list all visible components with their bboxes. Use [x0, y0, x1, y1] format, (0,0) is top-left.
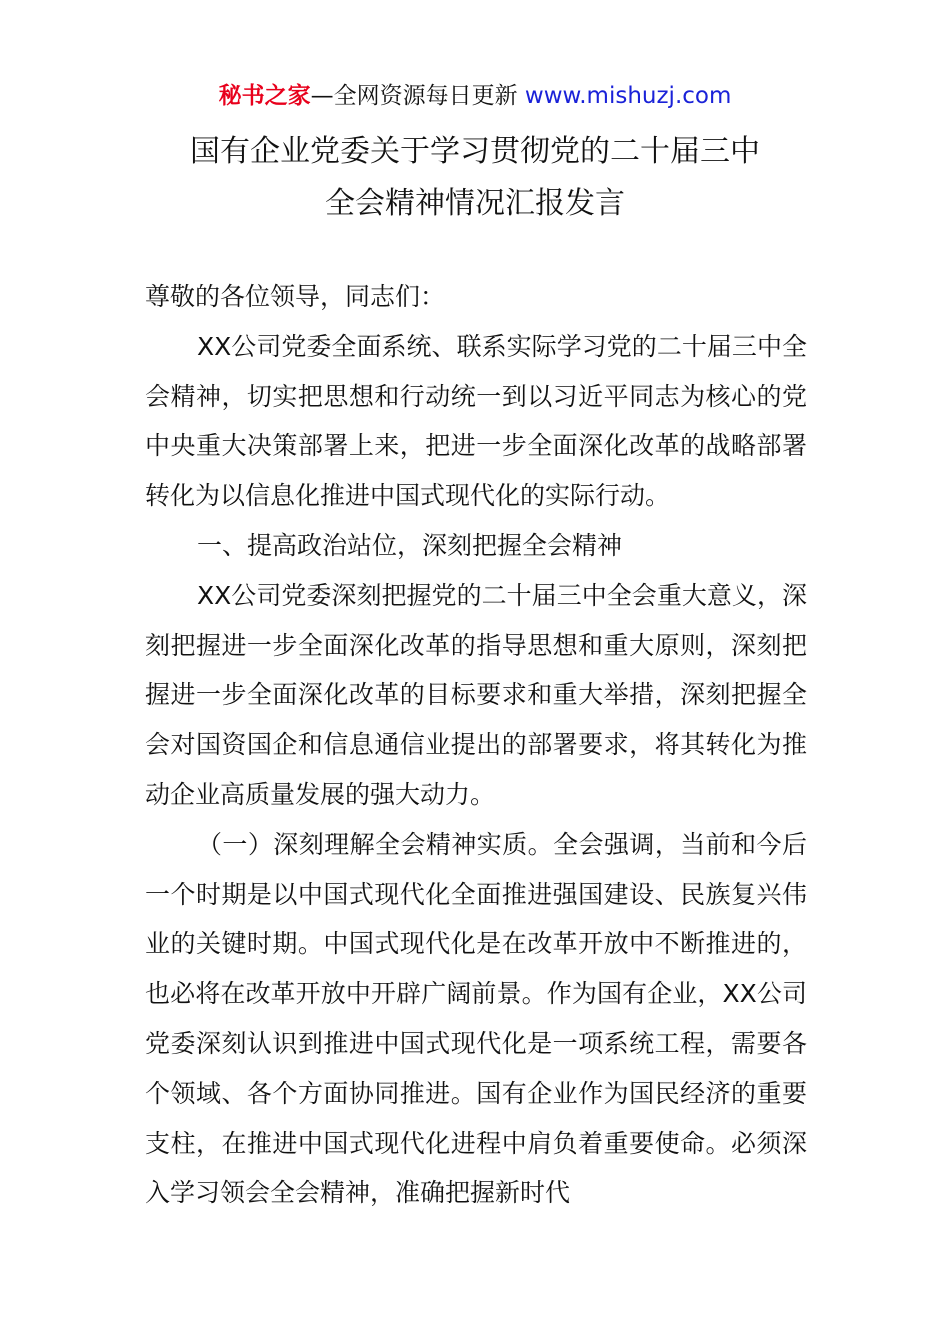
paragraph-subsection-1: （一）深刻理解全会精神实质。全会强调，当前和今后一个时期是以中国式现代化全面推进强国建设、民族复兴伟业的关键时期。中国式现代化是在改革开放中不断推进的，也必将在改革开放中开辟广阔前景。作为国有企业，XX公司党委深刻认识到推进中国式现代化是一项系统工程，需要各个领域、各个方面协同推进。国有企业作为国民经济的重要支柱，在推进中国式现代化进程中肩负着重要使命。必须深入学习领会全会精神，准确把握新时代	[145, 829, 807, 1208]
section-heading-1: 一、提高政治站位，深刻把握全会精神	[197, 530, 623, 560]
header-tagline: —全网资源每日更新	[310, 83, 525, 109]
salutation: 尊敬的各位领导，同志们：	[145, 282, 446, 311]
document-title	[0, 126, 950, 230]
brand-name: 秘书之家	[218, 83, 311, 109]
paragraph-intro: XX公司党委全面系统、联系实际学习党的二十届三中全会精神，切实把思想和行动统一到以习近平同志为核心的党中央重大决策部署上来，把进一步全面深化改革的战略部署转化为以信息化推进中国式现代化的实际行动。	[145, 331, 807, 511]
site-url-link[interactable]: www.mishuzj.com	[524, 83, 732, 109]
title-line-2: 全会精神情况汇报发言	[325, 186, 625, 221]
paragraph-section-1: XX公司党委深刻把握党的二十届三中全会重大意义，深刻把握进一步全面深化改革的指导思想和重大原则，深刻把握进一步全面深化改革的目标要求和重大举措，深刻把握全会对国资国企和信息通信业提出的部署要求，将其转化为推动企业高质量发展的强大动力。	[145, 580, 807, 809]
site-header	[0, 80, 950, 112]
document-body	[145, 272, 807, 1218]
title-line-1: 国有企业党委关于学习贯彻党的二十届三中	[190, 134, 760, 169]
